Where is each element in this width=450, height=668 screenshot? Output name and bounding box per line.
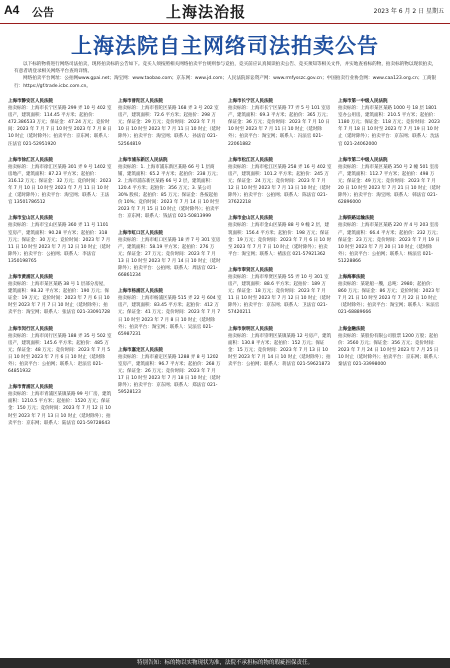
court-name: 上海市嘉定区人民法院	[118, 347, 163, 353]
auction-details: 拍卖标的：上海市杨浦区某路 515 弄 22 号 604 室房产，建筑面积：83.45 平方米；起拍价：412 万元；保证金：41 万元；竞价时间：2023 年 7 月 7 日 10 时至 2023 年 7 月 8 日 10 时止（延时除外）；拍卖平台：淘宝网；联系人：吴法官 021-65987231	[118, 296, 222, 337]
issue-date: 2023 年 6 月 2 日 星期五	[373, 8, 444, 15]
court-name: 上海市青浦区人民法院	[8, 385, 53, 391]
auction-details: 拍卖标的：某轮船一艘，总吨：2980；起拍价：860 万元；保证金：86 万元；竞价时间：2023 年 7 月 21 日 10 时至 2023 年 7 月 22 日 10 时止（延时除外）；拍卖平台：淘宝网；联系人：朱法官 021-68889666	[338, 282, 441, 316]
auction-details: 拍卖标的：上海市长宁区某路 77 弄 5 号 101 室房产，建筑面积：69.3 平方米；起拍价：365 万元；保证金：36 万元；竞价时间：2023 年 7 月 10 日 10 时至 2023 年 7 月 11 日 10 时止（延时除外）；拍卖平台：淘宝网；联系人：冯法官 021-22061882	[228, 106, 331, 147]
page-header	[0, 0, 450, 24]
notice-block	[228, 157, 332, 207]
auction-details: 拍卖标的：某股份有限公司股票 1200 万股；起拍价：3560 万元；保证金：356 万元；竞价时间：2023 年 7 月 24 日 10 时至 2023 年 7 月 25 日 10 时止（延时除外）；拍卖平台：京东网；联系人：秦法官 021-33998000	[338, 333, 442, 367]
auction-details: 拍卖标的：上海市长宁区某路 299 弄 10 号 402 室房产，建筑面积：114.45 平方米；起拍价：472.386533 万元；保证金：47.24 万元；竞价时间：2023 年 7 月 7 日 10 时至 2023 年 7 月 8 日 10 时止（延时除外）；拍卖平台：京东网；联系人：汪法官 021-52951920	[8, 106, 112, 147]
auction-details: 拍卖标的：上海市崇明区某镇某路 12 号房产，建筑面积：130.8 平方米；起拍价：152 万元；保证金：15 万元；竞价时间：2023 年 7 月 13 日 10 时至 2023 年 7 月 14 日 10 时止（延时除外）；拍卖平台：公拍网；联系人：蒋法官 021-59621873	[228, 333, 332, 367]
court-name: 上海市普陀区人民法院	[118, 99, 163, 104]
court-name: 上海市虹口区人民法院	[118, 230, 163, 236]
notice-column	[118, 98, 222, 656]
notice-block	[118, 288, 222, 338]
auction-details: 拍卖标的：上海市嘉定区某路 1288 弄 8 号 1202 室房产，建筑面积：96.7 平方米；起拍价：268 万元；保证金：26 万元；竞价时间：2023 年 7 月 17 日 10 时至 2023 年 7 月 18 日 10 时止（延时除外）；拍卖平台：京东网；联系人：郑法官 021-59528123	[118, 354, 221, 396]
auction-details: 拍卖标的：1. 上海市浦东新区某路 66 号 1 层商铺，建筑面积：65.2 平方米；起拍价：238 万元；2. 上海市浦东新区某路 66 号 2 层，建筑面积：120.4 平方米；起拍价：356 万元；3. 某公司 30% 股权；起拍价：85 万元；保证金：各按起拍价 10%；竞价时间：2023 年 7 月 14 日 10 时至 2023 年 7 月 15 日 10 时止（延时除外）；拍卖平台：京东网；联系人：钱法官 021-50813999	[118, 164, 221, 220]
notice-block	[338, 274, 442, 317]
notice-block	[8, 384, 112, 427]
auction-details: 拍卖标的：上海市闵行区某路 188 弄 35 号 502 室房产，建筑面积：145.6 平方米；起拍价：485 万元；保证金：48 万元；竞价时间：2023 年 7 月 5 日 10 时至 2023 年 7 月 6 日 10 时止（延时除外）；拍卖平台：公拍网；联系人：赵法官 021-64851932	[8, 333, 112, 375]
intro-text	[14, 61, 438, 90]
court-name: 上海市闵行区人民法院	[8, 326, 53, 332]
notice-block	[8, 326, 112, 376]
auction-details: 拍卖标的：上海市普陀区某路 168 弄 3 号 202 室房产，建筑面积：72.6 平方米；起拍价：298 万元；保证金：29 万元；竞价时间：2023 年 7 月 10 日 10 时至 2023 年 7 月 11 日 10 时止（延时除外）；拍卖平台：淘宝网；联系人：孙法官 021-52564819	[118, 106, 221, 147]
notice-column	[228, 98, 332, 656]
notice-block	[118, 347, 222, 397]
masthead-logo: 上海法治报	[166, 3, 247, 21]
notice-block	[8, 157, 112, 207]
auction-details: 拍卖标的：上海市某区某路 38 号 1 层部分房屋，建筑面积：98.32 平方米；起拍价：190 万元；保证金：19 万元；竞价时间：2023 年 7 月 6 日 10 时至 2023 年 7 月 7 日 10 时止（延时除外）；拍卖平台：淘宝网；联系人：张法官 021-33091728	[8, 282, 111, 316]
section-name: 公告	[32, 6, 54, 19]
auction-details: 拍卖标的：上海市某区某路 350 号 2 幢 501 室房产，建筑面积：112.7 平方米；起拍价：498 万元；保证金：49 万元；竞价时间：2023 年 7 月 20 日 10 时至 2023 年 7 月 21 日 10 时止（延时除外）；拍卖平台：淘宝网；联系人：韩法官 021-62896000	[338, 164, 441, 206]
notice-block	[8, 98, 112, 148]
notice-column	[338, 98, 442, 656]
notice-block	[118, 98, 222, 148]
court-name: 上海市第一中级人民法院	[338, 99, 388, 104]
notice-block	[338, 98, 442, 148]
notice-block	[8, 215, 112, 265]
intro-paragraph: 以下标的物将进行网络司法拍卖，现将拍卖标的公告如下。竞买人须按照相关网络拍卖平台规则参与竞拍，竞买前应认真阅读拍卖公告、竞买须知等相关文件，并实地查看标的物，拍卖标的物以现状拍卖，有意者请登录相关网络平台查询详情。	[14, 62, 437, 75]
notice-column	[8, 98, 112, 656]
notice-block	[338, 215, 442, 265]
court-name: 上海铁路运输法院	[338, 216, 374, 222]
page-headline: 上海法院自主网络司法拍卖公告	[71, 34, 379, 58]
court-name: 上海市黄浦区人民法院	[8, 274, 53, 280]
notice-block	[338, 326, 442, 369]
intro-paragraph: 网络拍卖平台网址：公拍网www.gpai.net；淘宝网：www.taobao.com；京东网：www.jd.com；人民法院诉讼资产网：www.rmfysszc.gov.cn；中国拍卖行业协会网：www.caa123.org.cn；工商银行：https://gf.trade.icbc.com.cn。	[14, 76, 437, 89]
court-name: 上海市浦东新区人民法院	[118, 157, 168, 163]
auction-details: 拍卖标的：上海市松江区某路 258 弄 16 号 402 室房产，建筑面积：101.2 平方米；起拍价：245 万元；保证金：24 万元；竞价时间：2023 年 7 月 12 日 10 时至 2023 年 7 月 13 日 10 时止（延时除外）；拍卖平台：公拍网；联系人：陈法官 021-37622218	[228, 164, 332, 206]
auction-details: 拍卖标的：上海市某区某路 1000 号 18 层 1801 室办公用房，建筑面积：210.5 平方米；起拍价：1180 万元；保证金：118 万元；竞价时间：2023 年 7 月 18 日 10 时至 2023 年 7 月 19 日 10 时止（延时除外）；拍卖平台：京东网；联系人：沈法官 021-24062000	[338, 106, 440, 147]
page-number: A4	[4, 3, 20, 17]
court-name: 上海市崇明区人民法院	[228, 326, 273, 332]
auction-details: 拍卖标的：上海市金山区某路 88 号 9 幢 2 层，建筑面积：156.4 平方米；起拍价：198 万元；保证金：19 万元；竞价时间：2023 年 7 月 6 日 10 时至 2023 年 7 月 7 日 10 时止（延时除外）；拍卖平台：淘宝网；联系人：褚法官 021-57921362	[228, 223, 332, 257]
notice-block	[228, 267, 332, 317]
auction-details: 拍卖标的：上海市某区某路 220 弄 4 号 203 室房产，建筑面积：66.4 平方米；起拍价：232 万元；保证金：23 万元；竞价时间：2023 年 7 月 19 日 10 时至 2023 年 7 月 20 日 10 时止（延时除外）；拍卖平台：公拍网；联系人：杨法官 021-51228866	[338, 223, 441, 264]
court-name: 上海市静安区人民法院	[8, 99, 53, 104]
notice-columns	[8, 98, 442, 656]
auction-details: 拍卖标的：上海市奉贤区某路 55 弄 10 号 301 室房产，建筑面积：88.6 平方米；起拍价：189 万元；保证金：18 万元；竞价时间：2023 年 7 月 11 日 10 时至 2023 年 7 月 12 日 10 时止（延时除外）；拍卖平台：京东网；联系人：卫法官 021-57420211	[228, 274, 331, 316]
notice-block	[228, 215, 332, 258]
footer-notice: 特别告知：标的物以实物现状为准，法院不承担标的物的瑕疵担保责任。	[0, 658, 450, 668]
notice-block	[228, 326, 332, 369]
auction-details: 拍卖标的：上海市宝山区某路 360 弄 11 号 1101 室房产，建筑面积：90.28 平方米；起拍价：318 万元；保证金：30 万元；竞价时间：2023 年 7 月 11 日 10 时至 2023 年 7 月 12 日 10 时止（延时除外）；拍卖平台：公拍网；联系人：李法官 1350198765	[8, 223, 111, 264]
notice-block	[228, 98, 332, 148]
court-name: 上海市奉贤区人民法院	[228, 267, 273, 273]
court-name: 上海市杨浦区人民法院	[118, 289, 163, 295]
court-name: 上海市徐汇区人民法院	[8, 157, 53, 163]
court-name: 上海市松江区人民法院	[228, 157, 273, 163]
notice-block	[338, 157, 442, 207]
auction-details: 拍卖标的：上海市青浦区某镇某路 99 号厂房，建筑面积：1210.5 平方米；起拍价：1520 万元；保证金：150 万元；竞价时间：2023 年 7 月 12 日 10 时至 2023 年 7 月 13 日 10 时止（延时除外）；拍卖平台：京东网；联系人：陆法官 021-59728643	[8, 392, 112, 426]
court-name: 上海市第二中级人民法院	[338, 157, 388, 163]
notice-block	[8, 274, 112, 317]
notice-block	[118, 157, 222, 221]
auction-details: 拍卖标的：上海市虹口区某路 18 弄 7 号 301 室房产，建筑面积：58.19 平方米；起拍价：276 万元；保证金：27 万元；竞价时间：2023 年 7 月 13 日 10 时至 2023 年 7 月 14 日 10 时止（延时除外）；拍卖平台：公拍网；联系人：周法官 021-66861234	[118, 237, 221, 279]
court-name: 上海海事法院	[338, 274, 365, 280]
court-name: 上海金融法院	[338, 326, 365, 332]
notice-block	[118, 230, 222, 280]
court-name: 上海市金山区人民法院	[228, 216, 273, 222]
court-name: 上海市长宁区人民法院	[228, 99, 273, 104]
auction-details: 拍卖标的：上海市徐汇区某路 301 弄 9 号 1402 室房地产，建筑面积：87.23 平方米；起拍价：316.12 万元；保证金：32 万元；竞价时间：2023 年 7 月 10 日 10 时至 2023 年 7 月 11 日 10 时止（延时除外）；拍卖平台：淘宝网；联系人：王法官 13501786512	[8, 164, 112, 206]
court-name: 上海市宝山区人民法院	[8, 216, 53, 222]
